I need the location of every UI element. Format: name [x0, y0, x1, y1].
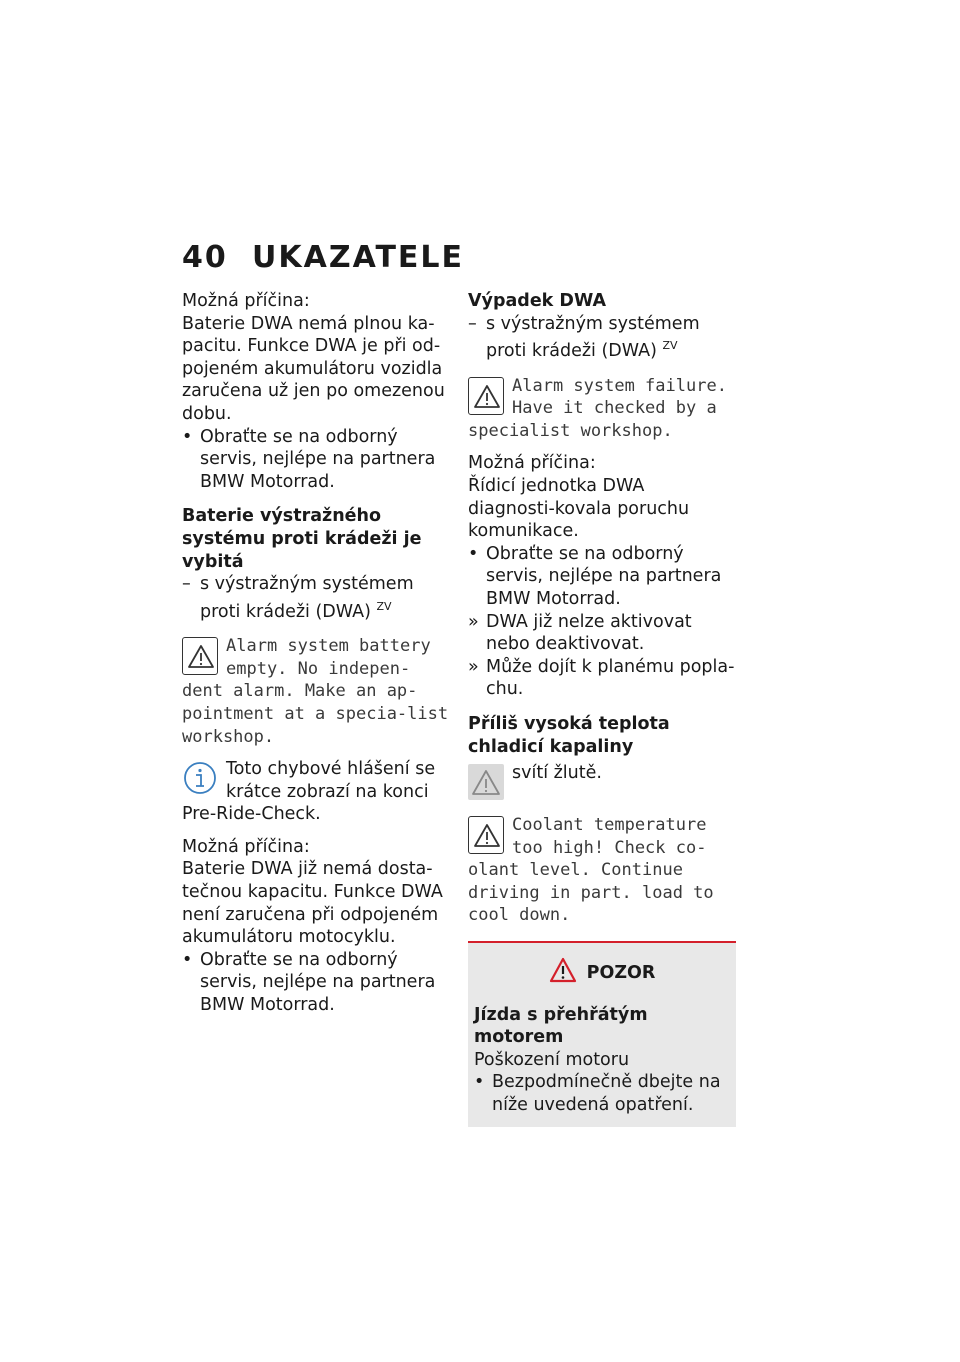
caution-icon [549, 957, 577, 990]
warning-triangle-icon [468, 377, 504, 415]
caution-title: POZOR [586, 963, 656, 984]
caution-headline: Jízda s přehřátým motorem [474, 1004, 648, 1048]
warning-triangle-icon [182, 637, 218, 675]
section-subheading: Příliš vysoká teplota chladicí kapaliny [468, 713, 670, 757]
info-icon [182, 760, 218, 796]
page-header [182, 240, 464, 275]
display-message: Alarm system battery empty. No indepen-dent alarm. Make an ap-pointment at a specia-list workshop. [182, 636, 449, 747]
section-subheading: Baterie výstražného systému proti krádeži je vybitá [182, 506, 422, 572]
dash-item: – s výstražným systémem proti krádeži (DWA) $^{ZV}$ [468, 313, 736, 363]
caution-consequence: Poškození motoru [474, 1049, 630, 1070]
cause-label: Možná příčina: [468, 453, 596, 474]
left-column [182, 290, 450, 1017]
dash-item: – s výstražným systémem proti krádeži (DWA) $^{ZV}$ [182, 573, 450, 623]
warning-triangle-icon [468, 816, 504, 854]
section-title: UKAZATELE [252, 240, 465, 275]
cause-label: Možná příčina: [182, 836, 310, 857]
lamp-note: svítí žlutě. [468, 762, 736, 802]
result-item: » DWA již nelze aktivovat nebo deaktivovat. [468, 611, 736, 656]
cause-text: Řídicí jednotka DWA diagnosti-kovala poruchu komunikace. [468, 475, 690, 542]
display-message: Coolant temperature too high! Check co-olant level. Continue driving in part. load to cool down. [468, 815, 714, 926]
cause-text: Baterie DWA již nemá dosta-tečnou kapacitu. Funkce DWA není zaručena při odpojeném akumulátoru motocyklu. [182, 859, 443, 948]
caution-header [474, 957, 730, 990]
bullet-item: • Obraťte se na odborný servis, nejlépe na partnera BMW Motorrad. [468, 543, 736, 611]
page-number: 40 [182, 240, 228, 275]
warning-lamp-icon [468, 764, 504, 800]
cause-label: Možná příčina: [182, 291, 310, 311]
section-subheading: Výpadek DWA [468, 291, 607, 311]
bullet-item: • Obraťte se na odborný servis, nejlépe na partnera BMW Motorrad. [182, 949, 450, 1017]
caution-box [468, 941, 736, 1127]
info-note: Toto chybové hlášení se krátce zobrazí na konci Pre-Ride-Check. [182, 759, 436, 825]
bullet-item: • Obraťte se na odborný servis, nejlépe na partnera BMW Motorrad. [182, 426, 450, 494]
result-item: » Může dojít k planému popla-chu. [468, 656, 736, 701]
cause-text: Baterie DWA nemá plnou ka-pacitu. Funkce DWA je při od-pojeném akumulátoru vozidla zaručena už jen po omezenou dobu. [182, 313, 445, 424]
caution-action: • Bezpodmínečně dbejte na níže uvedená opatření. [474, 1071, 730, 1116]
display-message: Alarm system failure. Have it checked by a specialist workshop. [468, 375, 727, 441]
right-column [468, 290, 736, 1127]
